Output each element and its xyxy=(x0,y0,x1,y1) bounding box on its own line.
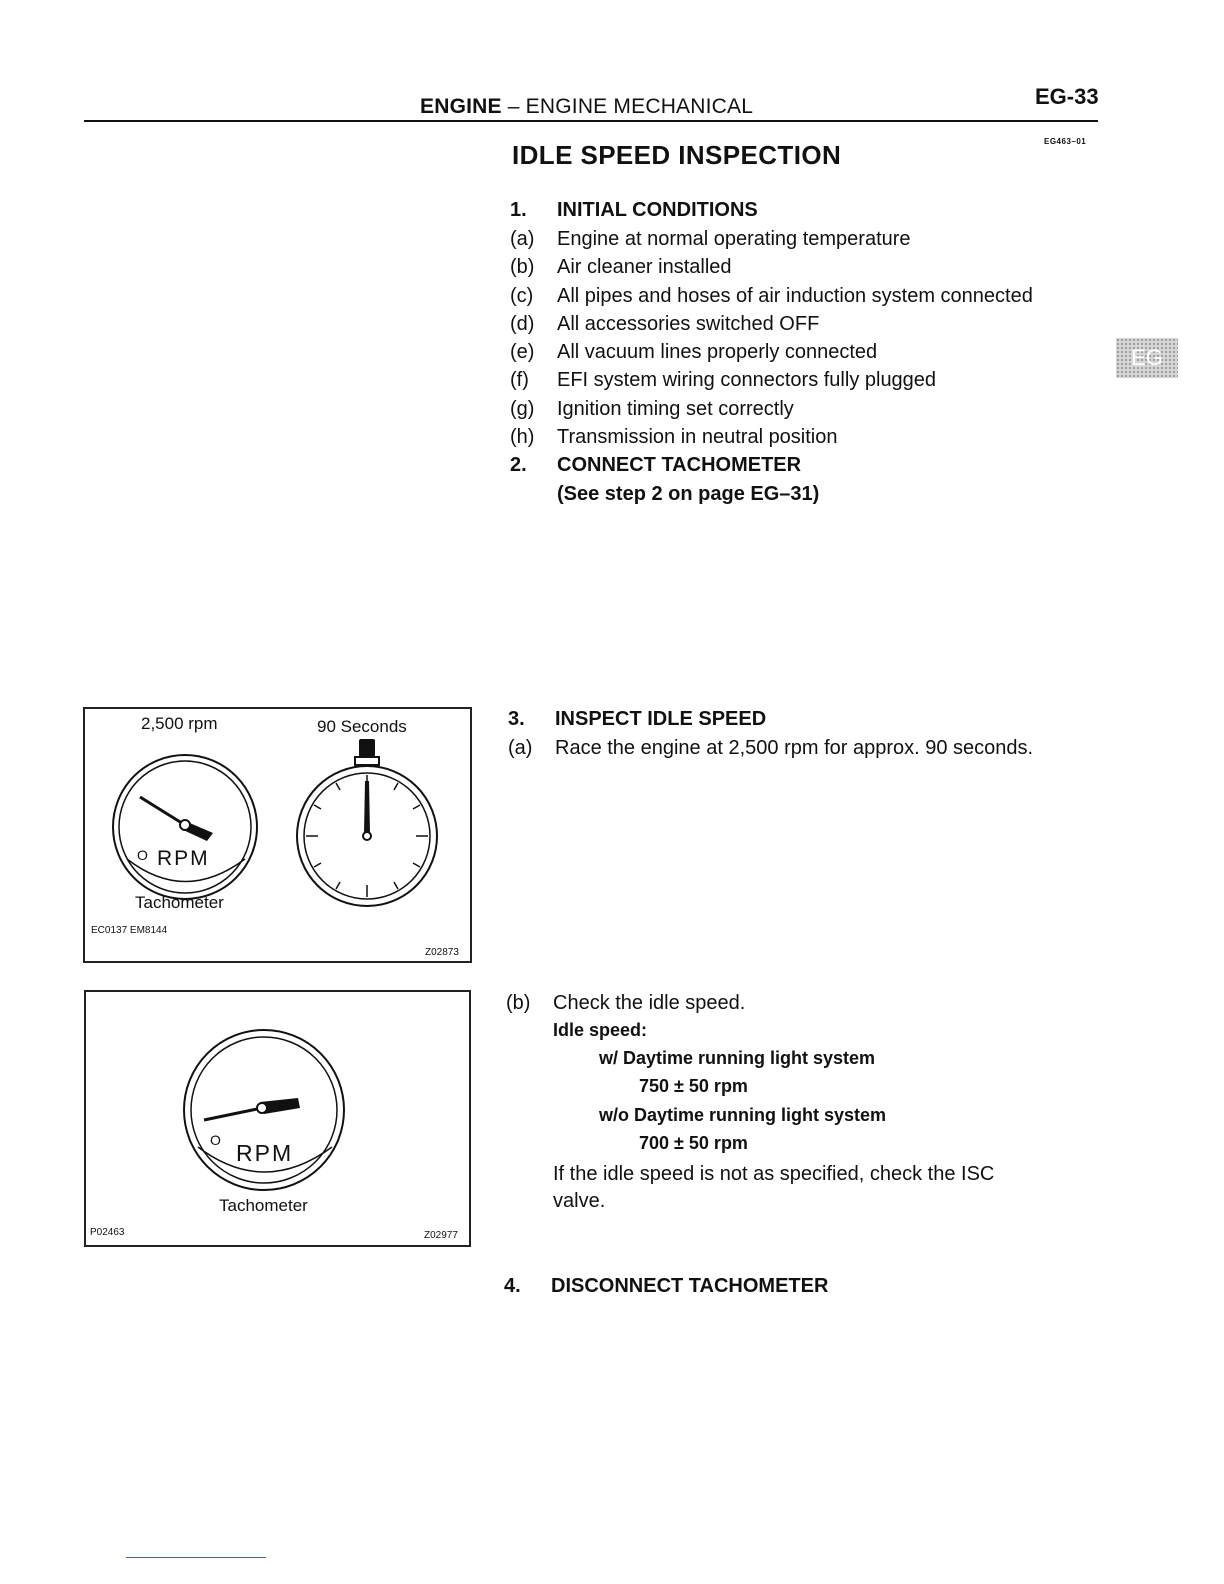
step3-number: 3. xyxy=(508,708,525,730)
footer-rule xyxy=(126,1557,266,1558)
side-tab-eg: EG xyxy=(1116,338,1178,378)
doc-code: EG463–01 xyxy=(1044,137,1087,146)
header-title-rest: – ENGINE MECHANICAL xyxy=(507,95,754,118)
item-label: (b) xyxy=(506,992,531,1014)
item-label: (b) xyxy=(510,256,535,278)
page-number: EG-33 xyxy=(1035,84,1099,109)
step4-title: DISCONNECT TACHOMETER xyxy=(551,1275,829,1297)
item-text: All pipes and hoses of air induction system connected xyxy=(557,285,1033,307)
step1-title: INITIAL CONDITIONS xyxy=(557,199,758,221)
item-text: Ignition timing set correctly xyxy=(557,398,794,420)
item-label: (d) xyxy=(510,313,535,335)
idle-note-line2: valve. xyxy=(553,1190,606,1212)
header-title-bold: ENGINE xyxy=(420,95,502,118)
step2-note: (See step 2 on page EG–31) xyxy=(557,483,820,505)
step2-number: 2. xyxy=(510,454,527,476)
figure2-gauge-rpm: RPM xyxy=(236,1140,294,1166)
figure1-code-left: EC0137 EM8144 xyxy=(91,925,168,936)
item-label: (a) xyxy=(510,228,535,250)
figure-tachometer-idle xyxy=(84,990,471,1247)
figure2-caption: Tachometer xyxy=(219,1196,308,1215)
figure1-code-right: Z02873 xyxy=(425,947,459,958)
figure-tachometer-stopwatch xyxy=(83,707,472,963)
step1-number: 1. xyxy=(510,199,527,221)
item-label: (c) xyxy=(510,285,534,307)
item-label: (f) xyxy=(510,369,529,391)
figure1-gauge-zero: O xyxy=(137,847,148,863)
item-label: (e) xyxy=(510,341,535,363)
step4-number: 4. xyxy=(504,1275,521,1297)
figure2-gauge-zero: O xyxy=(210,1132,221,1148)
section-title: IDLE SPEED INSPECTION xyxy=(512,140,842,170)
item-text: Engine at normal operating temperature xyxy=(557,228,911,250)
item-text: EFI system wiring connectors fully plugged xyxy=(557,369,937,391)
item-text: All vacuum lines properly connected xyxy=(557,341,878,363)
idle-spec-heading: Idle speed: xyxy=(553,1020,648,1040)
header-rule xyxy=(84,120,1098,122)
item-label: (h) xyxy=(510,426,535,448)
step2-title: CONNECT TACHOMETER xyxy=(557,454,802,476)
item-text: Race the engine at 2,500 rpm for approx. 90 seconds. xyxy=(555,737,1034,759)
figure1-caption: Tachometer xyxy=(135,893,224,912)
item-label: (g) xyxy=(510,398,535,420)
item-label: (a) xyxy=(508,737,533,759)
idle-spec2-label: w/o Daytime running light system xyxy=(599,1105,887,1125)
item-text: All accessories switched OFF xyxy=(557,313,820,335)
idle-spec1-label: w/ Daytime running light system xyxy=(599,1048,876,1068)
step3-title: INSPECT IDLE SPEED xyxy=(555,708,767,730)
stopwatch-icon xyxy=(297,739,437,906)
figure2-code-right: Z02977 xyxy=(424,1230,458,1241)
figure1-seconds-label: 90 Seconds xyxy=(317,717,407,736)
idle-note-line1: If the idle speed is not as specified, check the ISC xyxy=(553,1163,995,1185)
figure2-code-left: P02463 xyxy=(90,1227,125,1238)
idle-spec2-value: 700 ± 50 rpm xyxy=(639,1133,748,1153)
item-text: Check the idle speed. xyxy=(553,992,746,1014)
figure1-gauge-rpm: RPM xyxy=(157,847,210,870)
idle-spec1-value: 750 ± 50 rpm xyxy=(639,1076,748,1096)
header-title xyxy=(420,95,753,119)
tachometer-gauge-icon xyxy=(113,755,257,899)
item-text: Transmission in neutral position xyxy=(557,426,838,448)
item-text: Air cleaner installed xyxy=(557,256,732,278)
figure1-rpm-label: 2,500 rpm xyxy=(141,714,218,733)
